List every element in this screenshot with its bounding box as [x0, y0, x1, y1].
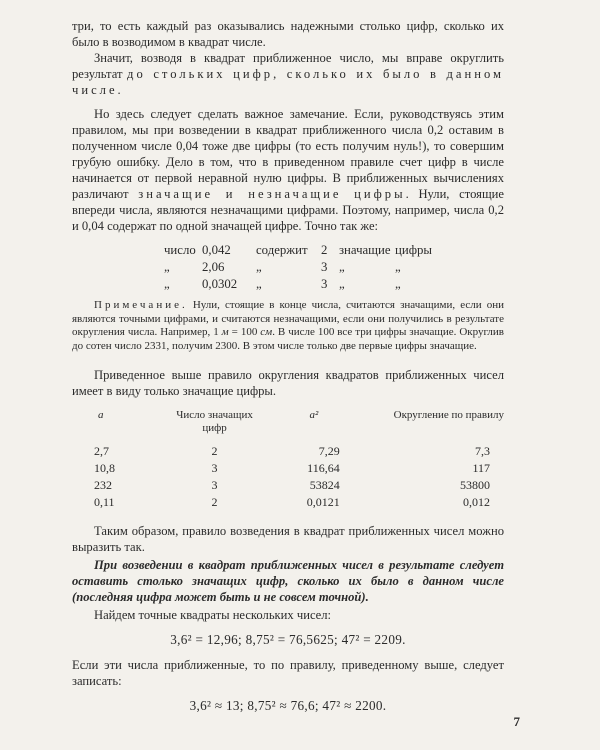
- table-cell: 3: [211, 478, 218, 493]
- paragraph-3-spaced: значащие и незначащие цифры: [138, 187, 406, 201]
- paragraph-2-spaced: до стольких цифр, сколько их было в данном числе: [72, 67, 504, 97]
- note-text: . В числе 100 все три цифры значащие. Округлив до сотен число 2331, получим 2300. В этом числе только две первые цифры значащие.: [72, 326, 504, 352]
- table-header: a²: [309, 409, 319, 422]
- note-text: = 100: [228, 326, 261, 339]
- table-cell: 2,7: [94, 444, 109, 459]
- table-cell: 232: [94, 478, 112, 493]
- paragraph-2-text: Значит, возводя в квадрат приближенное число, мы вправе округлить результат: [72, 51, 504, 81]
- table-cell: 0,11: [94, 495, 115, 510]
- significant-digits-example: [164, 242, 504, 293]
- rule-statement: При возведении в квадрат приближенных чисел в результате следует оставить столько значащих цифр, сколько их было в данном числе (последняя цифра может быть и не совсем точной).: [72, 558, 504, 605]
- paragraph-3-end: . Нули, стоящие впереди числа, являются незначащими цифрами. Поэтому, например, числа 0,2 и 0,04 содержат по одной значащей цифре. Точно так же:: [72, 187, 504, 233]
- table-row: [72, 494, 504, 511]
- example-cell: „: [164, 277, 170, 291]
- formula-approx-squares: 3,6² ≈ 13; 8,75² ≈ 76,6; 47² ≈ 2200.: [189, 698, 387, 714]
- example-cell: „: [256, 260, 262, 274]
- formula-exact-squares: 3,6² = 12,96; 8,75² = 76,5625; 47² = 2209.: [170, 632, 406, 648]
- table-header-row: [72, 409, 504, 443]
- page-body: [72, 18, 504, 723]
- table-cell: 2: [211, 495, 218, 510]
- paragraph-5: Таким образом, правило возведения в квадрат приближенных чисел можно выразить так.: [72, 524, 504, 555]
- paragraph-6: Найдем точные квадраты нескольких чисел:: [94, 608, 332, 623]
- paragraph-7: Если эти числа приближенные, то по правилу, приведенному выше, следует записать:: [72, 658, 504, 689]
- table-cell: 10,8: [94, 461, 115, 476]
- note-unit: м: [221, 326, 229, 339]
- paragraph-2-end: .: [117, 83, 121, 97]
- example-cell: „: [164, 260, 170, 274]
- example-cell: 0,042: [202, 243, 231, 257]
- note: [72, 299, 504, 353]
- note-unit: см: [260, 326, 273, 339]
- example-row: [164, 242, 504, 259]
- table-cell: 116,64: [307, 461, 340, 476]
- example-cell: „: [395, 260, 401, 274]
- table-cell: 0,012: [463, 495, 490, 510]
- example-cell: число: [164, 243, 196, 257]
- table-cell: 53800: [460, 478, 490, 493]
- table-cell: 53824: [309, 478, 340, 493]
- example-cell: содержит: [256, 243, 308, 257]
- paragraph-3: [72, 106, 504, 234]
- example-cell: „: [256, 277, 262, 291]
- page-number: 7: [513, 714, 520, 729]
- example-cell: „: [339, 260, 345, 274]
- example-cell: значащие: [339, 243, 391, 257]
- table-header: a: [98, 409, 104, 422]
- table-cell: 0,0121: [306, 495, 340, 510]
- table-cell: 3: [211, 461, 218, 476]
- table-row: [72, 460, 504, 477]
- table-row: [72, 477, 504, 494]
- example-cell: цифры: [395, 243, 432, 257]
- table-cell: 2: [211, 444, 218, 459]
- example-cell: 2,06: [202, 260, 225, 274]
- table-header: Округление по правилу: [393, 409, 504, 422]
- example-cell: 3: [321, 260, 328, 274]
- table-cell: 117: [472, 461, 490, 476]
- table-cell: 7,3: [475, 444, 490, 459]
- squares-table: [72, 409, 504, 511]
- table-header: Число значащих цифр: [176, 409, 253, 435]
- paragraph-3-text: Но здесь следует сделать важное замечание. Если, руководствуясь этим правилом, мы при возведении в квадрат приближенного числа 0,2 оставим в полученном числе 0,04 тоже две цифры (то есть получим нуль!), то совершим грубую ошибку. Дело в том, что в приведенном правиле счет цифр в числе начинается от первой неравной нулю цифры. В приближенных вычислениях различают: [72, 107, 504, 201]
- table-cell: 7,29: [318, 444, 340, 459]
- paragraph-1: три, то есть каждый раз оказывались надежными столько цифр, сколько их было в возводимом в квадрат числе.: [72, 19, 504, 49]
- table-row: [72, 443, 504, 460]
- example-cell: „: [395, 277, 401, 291]
- example-cell: „: [339, 277, 345, 291]
- example-row: [164, 276, 504, 293]
- paragraph-4: Приведенное выше правило округления квадратов приближенных чисел имеет в виду только значащие цифры.: [72, 368, 504, 399]
- note-text: Нули, стоящие в конце числа, считаются значащими, если они являются точными цифрами, и считаются незначащими, если они получились в результате округления числа. Например, 1: [72, 299, 504, 339]
- example-cell: 0,0302: [202, 277, 238, 291]
- example-row: [164, 259, 504, 276]
- example-cell: 3: [321, 277, 328, 291]
- paragraph-2: [72, 50, 504, 98]
- example-cell: 2: [321, 243, 328, 257]
- note-label: Примечание.: [94, 299, 188, 311]
